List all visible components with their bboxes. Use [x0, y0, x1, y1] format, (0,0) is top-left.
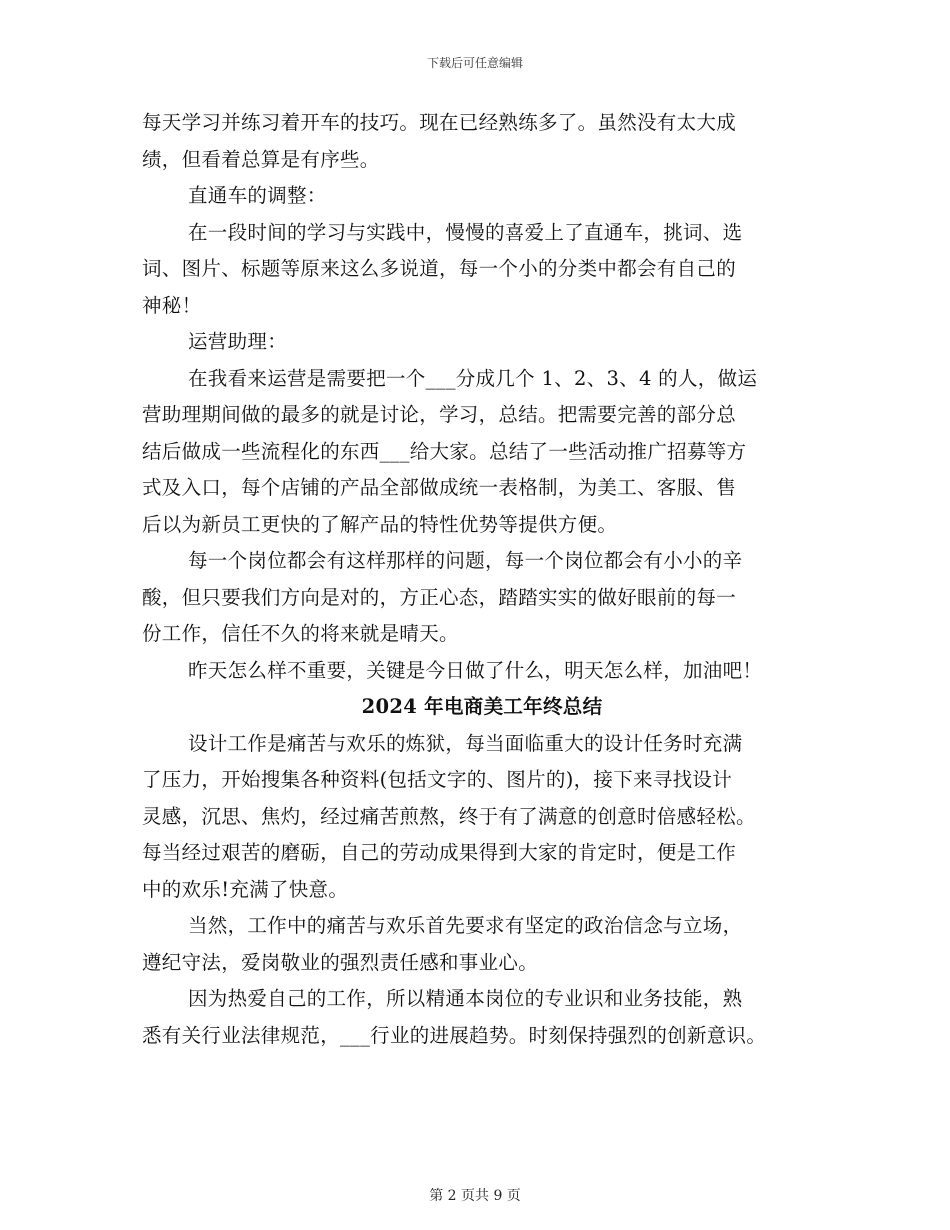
- text-line: 式及入口，每个店铺的产品全部做成统一表格制，为美工、客服、售: [142, 476, 737, 499]
- text-line: 灵感，沉思、焦灼，经过痛苦煎熬，终于有了满意的创意时倍感轻松。: [142, 804, 756, 828]
- text-line: 运营助理：: [188, 330, 288, 353]
- text-line: 悉有关行业法律规范，___行业的进展趋势。时刻保持强烈的创新意识。: [142, 1023, 767, 1047]
- text-line: 遵纪守法，爱岗敬业的强烈责任感和事业心。: [142, 950, 539, 974]
- text-line: 神秘！: [142, 293, 202, 317]
- text-line: 绩，但看着总算是有序些。: [142, 147, 380, 171]
- text-line: 了压力，开始搜集各种资料(包括文字的、图片的)，接下来寻找设计: [142, 768, 733, 791]
- text-line: 每天学习并练习着开车的技巧。现在已经熟练多了。虽然没有太大成: [142, 111, 737, 134]
- text-line: 结后做成一些流程化的东西___给大家。总结了一些活动推广招募等方: [142, 439, 747, 463]
- text-line: 当然，工作中的痛苦与欢乐首先要求有坚定的政治信念与立场，: [188, 914, 743, 937]
- text-line: 在我看来运营是需要把一个___分成几个 1、2、3、4 的人，做运: [188, 366, 758, 390]
- text-line: 后以为新员工更快的了解产品的特性优势等提供方便。: [142, 512, 618, 536]
- page-number: 第 2 页共 9 页: [429, 1188, 521, 1204]
- section-title: 2024 年电商美工年终总结: [361, 695, 603, 718]
- text-line: 直通车的调整：: [188, 184, 327, 207]
- text-line: 酸，但只要我们方向是对的，方正心态，踏踏实实的做好眼前的每一: [142, 585, 737, 609]
- text-line: 设计工作是痛苦与欢乐的炼狱，每当面临重大的设计任务时充满: [188, 731, 743, 755]
- text-line: 每一个岗位都会有这样那样的问题，每一个岗位都会有小小的辛: [188, 549, 743, 572]
- text-line: 因为热爱自己的工作，所以精通本岗位的专业识和业务技能，熟: [188, 987, 743, 1010]
- text-line: 中的欢乐!充满了快意。: [142, 877, 349, 901]
- text-line: 昨天怎么样不重要，关键是今日做了什么，明天怎么样，加油吧！: [188, 658, 763, 682]
- page-header: 下载后可任意编辑: [426, 56, 523, 70]
- text-line: 词、图片、标题等原来这么多说道，每一个小的分类中都会有自己的: [142, 257, 737, 280]
- text-line: 每当经过艰苦的磨砺，自己的劳动成果得到大家的肯定时，便是工作: [142, 841, 737, 864]
- document-body: [142, 105, 822, 1054]
- text-line: 营助理期间做的最多的就是讨论，学习，总结。把需要完善的部分总: [142, 403, 737, 426]
- text-line: 在一段时间的学习与实践中，慢慢的喜爱上了直通车，挑词、选: [188, 220, 743, 244]
- text-line: 份工作，信任不久的将来就是晴天。: [142, 622, 459, 645]
